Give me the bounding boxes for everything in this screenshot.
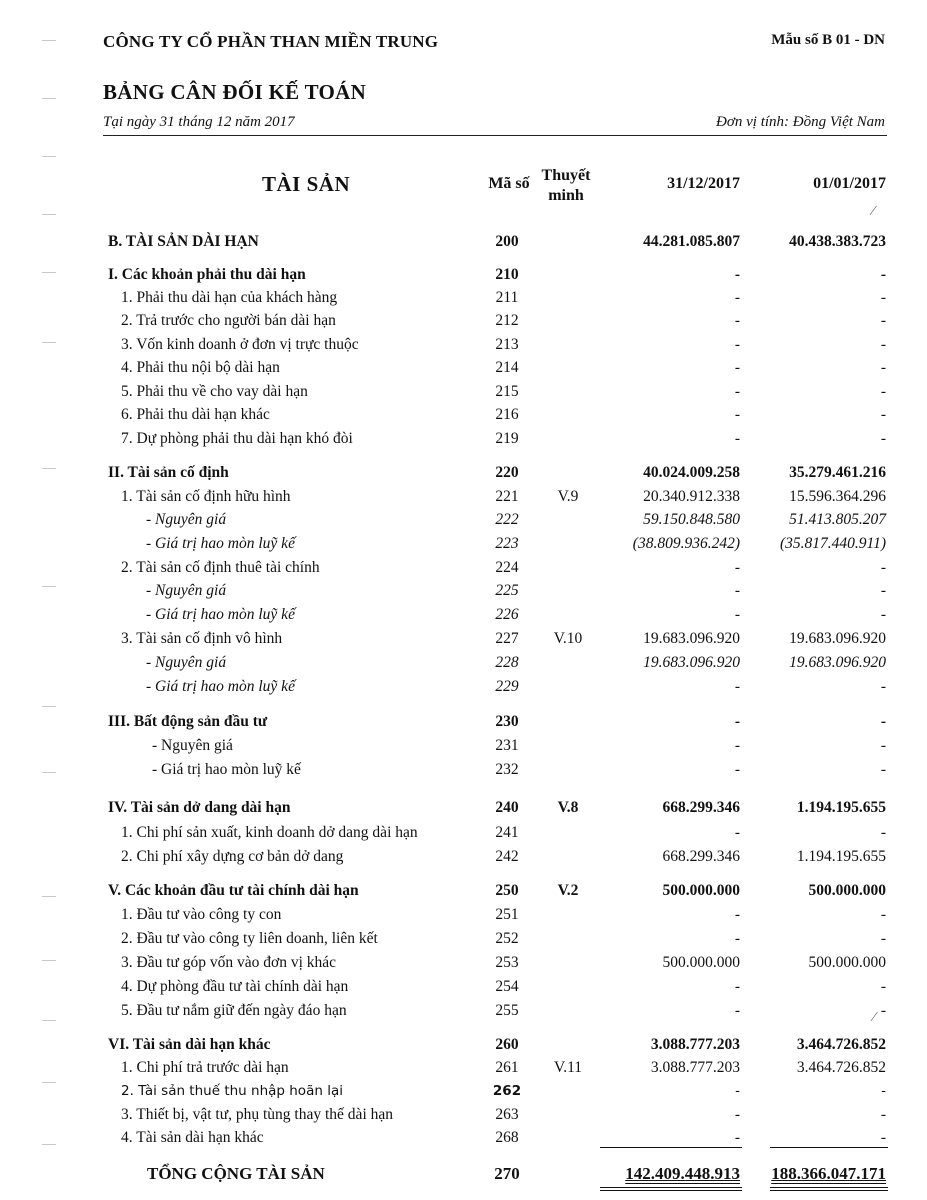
row-label: VI. Tài sản dài hạn khác — [108, 1036, 271, 1053]
row-value-2017-start: - — [880, 289, 886, 306]
table-row — [0, 604, 927, 626]
form-code: Mẫu số B 01 - DN — [771, 32, 885, 48]
column-header-asset: TÀI SẢN — [262, 172, 351, 196]
row-code: 230 — [495, 713, 519, 730]
row-code: 268 — [495, 1129, 519, 1146]
company-name: CÔNG TY CỔ PHẦN THAN MIỀN TRUNG — [103, 32, 439, 51]
table-row — [0, 711, 927, 733]
row-value-2017-end: - — [734, 312, 740, 329]
row-code: 229 — [495, 678, 519, 695]
row-value-2017-start: - — [880, 312, 886, 329]
row-label: 2. Tài sản thuế thu nhập hoãn lại — [121, 1083, 343, 1099]
row-code: 252 — [495, 930, 519, 947]
row-value-2017-end: - — [734, 930, 740, 947]
row-code: 231 — [495, 737, 519, 754]
table-row — [0, 676, 927, 698]
row-code: 212 — [495, 312, 519, 329]
row-value-2017-start: 40.438.383.723 — [789, 233, 886, 250]
row-label: 1. Đầu tư vào công ty con — [121, 906, 282, 923]
table-row — [0, 1000, 927, 1022]
total-rule-col1-a — [600, 1187, 742, 1188]
row-value-2017-start: - — [880, 336, 886, 353]
row-value-2017-end: 3.088.777.203 — [650, 1059, 740, 1076]
row-label: 7. Dự phòng phải thu dài hạn khó đòi — [121, 430, 353, 447]
row-code: 260 — [495, 1036, 519, 1053]
row-value-2017-end: - — [734, 430, 740, 447]
row-value-2017-start: 1.194.195.655 — [796, 848, 886, 865]
table-row — [0, 533, 927, 555]
row-label: V. Các khoản đầu tư tài chính dài hạn — [108, 882, 359, 899]
row-label: - Giá trị hao mòn luỹ kế — [152, 761, 301, 778]
row-label: 3. Vốn kinh doanh ở đơn vị trực thuộc — [121, 336, 359, 353]
table-row — [0, 509, 927, 531]
row-code: 228 — [495, 654, 519, 671]
row-code: 215 — [495, 383, 519, 400]
row-value-2017-end: 20.340.912.338 — [643, 488, 740, 505]
check-mark-icon: ⁄ — [873, 1010, 876, 1025]
row-code: 224 — [495, 559, 519, 576]
row-value-2017-end: 44.281.085.807 — [643, 233, 740, 250]
row-value-2017-start: - — [880, 430, 886, 447]
row-value-2017-start: - — [880, 737, 886, 754]
row-value-2017-end: - — [734, 606, 740, 623]
table-row — [0, 428, 927, 450]
row-code: 227 — [495, 630, 519, 647]
row-code: 220 — [495, 464, 519, 481]
row-value-2017-end: 59.150.848.580 — [643, 511, 740, 528]
column-header-01-01-2017: 01/01/2017 — [813, 175, 886, 192]
row-value-2017-end: - — [734, 559, 740, 576]
row-code: 200 — [495, 233, 519, 250]
table-row — [0, 652, 927, 674]
row-value-2017-end: - — [734, 1106, 740, 1123]
row-code: 240 — [495, 799, 519, 816]
row-value-2017-start: 500.000.000 — [808, 882, 886, 899]
row-code: 222 — [495, 511, 519, 528]
row-value-2017-end: 142.409.448.913 — [625, 1164, 740, 1183]
row-code: 251 — [495, 906, 519, 923]
row-value-2017-end: - — [734, 406, 740, 423]
row-label: 1. Phải thu dài hạn của khách hàng — [121, 289, 338, 306]
row-value-2017-start: 1.194.195.655 — [796, 799, 886, 816]
table-row — [0, 976, 927, 998]
row-label: II. Tài sản cố định — [108, 464, 229, 481]
column-header-31-12-2017: 31/12/2017 — [667, 175, 740, 192]
row-value-2017-start: 15.596.364.296 — [789, 488, 886, 505]
currency-unit: Đơn vị tính: Đồng Việt Nam — [716, 114, 885, 130]
table-row — [0, 952, 927, 974]
table-row — [0, 1127, 927, 1149]
table-row — [0, 381, 927, 403]
row-note: V.2 — [557, 882, 579, 899]
row-value-2017-start: 500.000.000 — [808, 954, 886, 971]
table-row — [0, 880, 927, 902]
row-label: 2. Đầu tư vào công ty liên doanh, liên kết — [121, 930, 378, 947]
row-code: 219 — [495, 430, 519, 447]
row-code: 270 — [494, 1164, 520, 1183]
row-value-2017-start: - — [880, 582, 886, 599]
row-code: 223 — [495, 535, 519, 552]
row-code: 241 — [495, 824, 519, 841]
row-value-2017-start: - — [880, 713, 886, 730]
row-label: 3. Đầu tư góp vốn vào đơn vị khác — [121, 954, 337, 971]
row-label: 1. Tài sản cố định hữu hình — [121, 488, 291, 505]
row-value-2017-start: - — [880, 824, 886, 841]
total-rule-col1-b — [600, 1190, 742, 1191]
row-label: 4. Phải thu nội bộ dài hạn — [121, 359, 280, 376]
table-row — [0, 231, 927, 253]
row-value-2017-start: 19.683.096.920 — [789, 654, 886, 671]
row-value-2017-end: - — [734, 289, 740, 306]
report-date: Tại ngày 31 tháng 12 năm 2017 — [103, 114, 295, 130]
row-note: V.8 — [557, 799, 579, 816]
row-value-2017-start: - — [880, 266, 886, 283]
row-label: 1. Chi phí sản xuất, kinh doanh dở dang dài hạn — [121, 824, 418, 841]
row-value-2017-start: 19.683.096.920 — [789, 630, 886, 647]
row-value-2017-start: - — [880, 930, 886, 947]
column-header-note-line1: Thuyết — [541, 167, 591, 184]
row-label: - Giá trị hao mòn luỹ kế — [146, 606, 295, 623]
row-value-2017-end: - — [734, 336, 740, 353]
row-value-2017-start: - — [880, 406, 886, 423]
row-label: - Nguyên giá — [146, 654, 227, 671]
row-value-2017-start: - — [880, 978, 886, 995]
row-label: TỔNG CỘNG TÀI SẢN — [147, 1164, 325, 1183]
table-row — [0, 822, 927, 844]
row-value-2017-end: - — [734, 824, 740, 841]
row-code: 254 — [495, 978, 519, 995]
row-label: - Nguyên giá — [146, 582, 227, 599]
row-label: - Nguyên giá — [146, 511, 227, 528]
row-value-2017-start: 3.464.726.852 — [796, 1036, 886, 1053]
row-value-2017-start: - — [880, 1106, 886, 1123]
row-code: 210 — [495, 266, 519, 283]
row-code: 242 — [495, 848, 519, 865]
row-note: V.10 — [553, 630, 583, 647]
table-row — [0, 357, 927, 379]
document-title: BẢNG CÂN ĐỐI KẾ TOÁN — [103, 80, 367, 104]
row-label: 5. Phải thu về cho vay dài hạn — [121, 383, 308, 400]
table-row — [0, 1080, 927, 1102]
row-value-2017-end: - — [734, 383, 740, 400]
row-value-2017-start: 35.279.461.216 — [789, 464, 886, 481]
check-mark-icon: ⁄ — [872, 204, 875, 219]
row-code: 226 — [495, 606, 519, 623]
table-row — [0, 310, 927, 332]
row-code: 211 — [495, 289, 519, 306]
column-header-code: Mã số — [488, 175, 530, 192]
row-value-2017-end: - — [734, 761, 740, 778]
row-label: 3. Tài sản cố định vô hình — [121, 630, 283, 647]
row-label: 4. Tài sản dài hạn khác — [121, 1129, 264, 1146]
total-row — [0, 1163, 927, 1185]
table-row — [0, 557, 927, 579]
row-label: 2. Tài sản cố định thuê tài chính — [121, 559, 320, 576]
table-row — [0, 1057, 927, 1079]
row-value-2017-end: 40.024.009.258 — [643, 464, 740, 481]
table-row — [0, 735, 927, 757]
row-value-2017-start: 188.366.047.171 — [771, 1164, 886, 1183]
row-value-2017-start: - — [880, 906, 886, 923]
row-value-2017-start: - — [880, 606, 886, 623]
table-row — [0, 1104, 927, 1126]
column-header-note-line2: minh — [548, 187, 584, 204]
row-note: V.11 — [554, 1059, 582, 1076]
row-value-2017-end: - — [734, 1002, 740, 1019]
row-label: 2. Chi phí xây dựng cơ bản dở dang — [121, 848, 344, 865]
subtotal-rule-col2 — [770, 1147, 888, 1148]
row-value-2017-start: - — [880, 359, 886, 376]
row-value-2017-start: 3.464.726.852 — [796, 1059, 886, 1076]
row-code: 232 — [495, 761, 519, 778]
subtotal-rule-col1 — [600, 1147, 742, 1148]
row-label: - Giá trị hao mòn luỹ kế — [146, 535, 295, 552]
row-label: IV. Tài sản dở dang dài hạn — [108, 799, 291, 816]
row-value-2017-start: - — [881, 1083, 886, 1099]
row-value-2017-end: - — [734, 266, 740, 283]
row-value-2017-end: - — [734, 978, 740, 995]
total-rule-col2-b — [770, 1190, 888, 1191]
row-value-2017-end: 668.299.346 — [662, 799, 740, 816]
table-row — [0, 928, 927, 950]
row-value-2017-end: - — [734, 737, 740, 754]
total-rule-col2-a — [770, 1187, 888, 1188]
row-value-2017-end: - — [735, 1083, 740, 1099]
table-row — [0, 580, 927, 602]
table-row — [0, 334, 927, 356]
row-label: 5. Đầu tư nắm giữ đến ngày đáo hạn — [121, 1002, 347, 1019]
table-row — [0, 1034, 927, 1056]
row-value-2017-end: - — [734, 1129, 740, 1146]
row-code: 255 — [495, 1002, 519, 1019]
row-label: 2. Trả trước cho người bán dài hạn — [121, 312, 336, 329]
row-label: 4. Dự phòng đầu tư tài chính dài hạn — [121, 978, 349, 995]
row-note: V.9 — [557, 488, 579, 505]
row-value-2017-start: - — [880, 761, 886, 778]
row-code: 216 — [495, 406, 519, 423]
row-label: 6. Phải thu dài hạn khác — [121, 406, 270, 423]
row-label: 3. Thiết bị, vật tư, phụ tùng thay thế dài hạn — [121, 1106, 393, 1123]
row-value-2017-end: (38.809.936.242) — [632, 535, 740, 552]
row-label: - Giá trị hao mòn luỹ kế — [146, 678, 295, 695]
row-value-2017-end: 500.000.000 — [662, 954, 740, 971]
table-row — [0, 486, 927, 508]
table-row — [0, 462, 927, 484]
row-value-2017-start: 51.413.805.207 — [789, 511, 886, 528]
row-label: - Nguyên giá — [152, 737, 233, 754]
row-code: 261 — [495, 1059, 519, 1076]
row-value-2017-end: - — [734, 359, 740, 376]
row-label: I. Các khoản phải thu dài hạn — [108, 266, 306, 283]
row-value-2017-end: 3.088.777.203 — [650, 1036, 740, 1053]
row-value-2017-start: - — [880, 383, 886, 400]
row-value-2017-end: 19.683.096.920 — [643, 654, 740, 671]
row-code: 253 — [495, 954, 519, 971]
table-row — [0, 287, 927, 309]
row-value-2017-end: 500.000.000 — [662, 882, 740, 899]
row-code: 225 — [495, 582, 519, 599]
row-value-2017-start: - — [880, 678, 886, 695]
row-value-2017-start: - — [880, 1129, 886, 1146]
row-value-2017-start: - — [880, 1002, 886, 1019]
row-code: 214 — [495, 359, 519, 376]
row-code: 250 — [495, 882, 519, 899]
table-row — [0, 404, 927, 426]
row-code: 262 — [492, 1083, 522, 1099]
table-row — [0, 759, 927, 781]
row-value-2017-start: - — [880, 559, 886, 576]
row-label: B. TÀI SẢN DÀI HẠN — [108, 233, 259, 250]
row-label: III. Bất động sản đầu tư — [108, 713, 268, 730]
row-value-2017-end: - — [734, 906, 740, 923]
table-row — [0, 797, 927, 819]
table-row — [0, 904, 927, 926]
table-row — [0, 628, 927, 650]
row-code: 221 — [495, 488, 519, 505]
table-row — [0, 264, 927, 286]
row-value-2017-start: (35.817.440.911) — [779, 535, 886, 552]
row-code: 263 — [495, 1106, 519, 1123]
row-label: 1. Chi phí trả trước dài hạn — [121, 1059, 289, 1076]
table-row — [0, 846, 927, 868]
row-value-2017-end: - — [734, 713, 740, 730]
row-value-2017-end: 19.683.096.920 — [643, 630, 740, 647]
row-value-2017-end: - — [734, 582, 740, 599]
row-value-2017-end: - — [734, 678, 740, 695]
row-value-2017-end: 668.299.346 — [662, 848, 740, 865]
row-code: 213 — [495, 336, 519, 353]
